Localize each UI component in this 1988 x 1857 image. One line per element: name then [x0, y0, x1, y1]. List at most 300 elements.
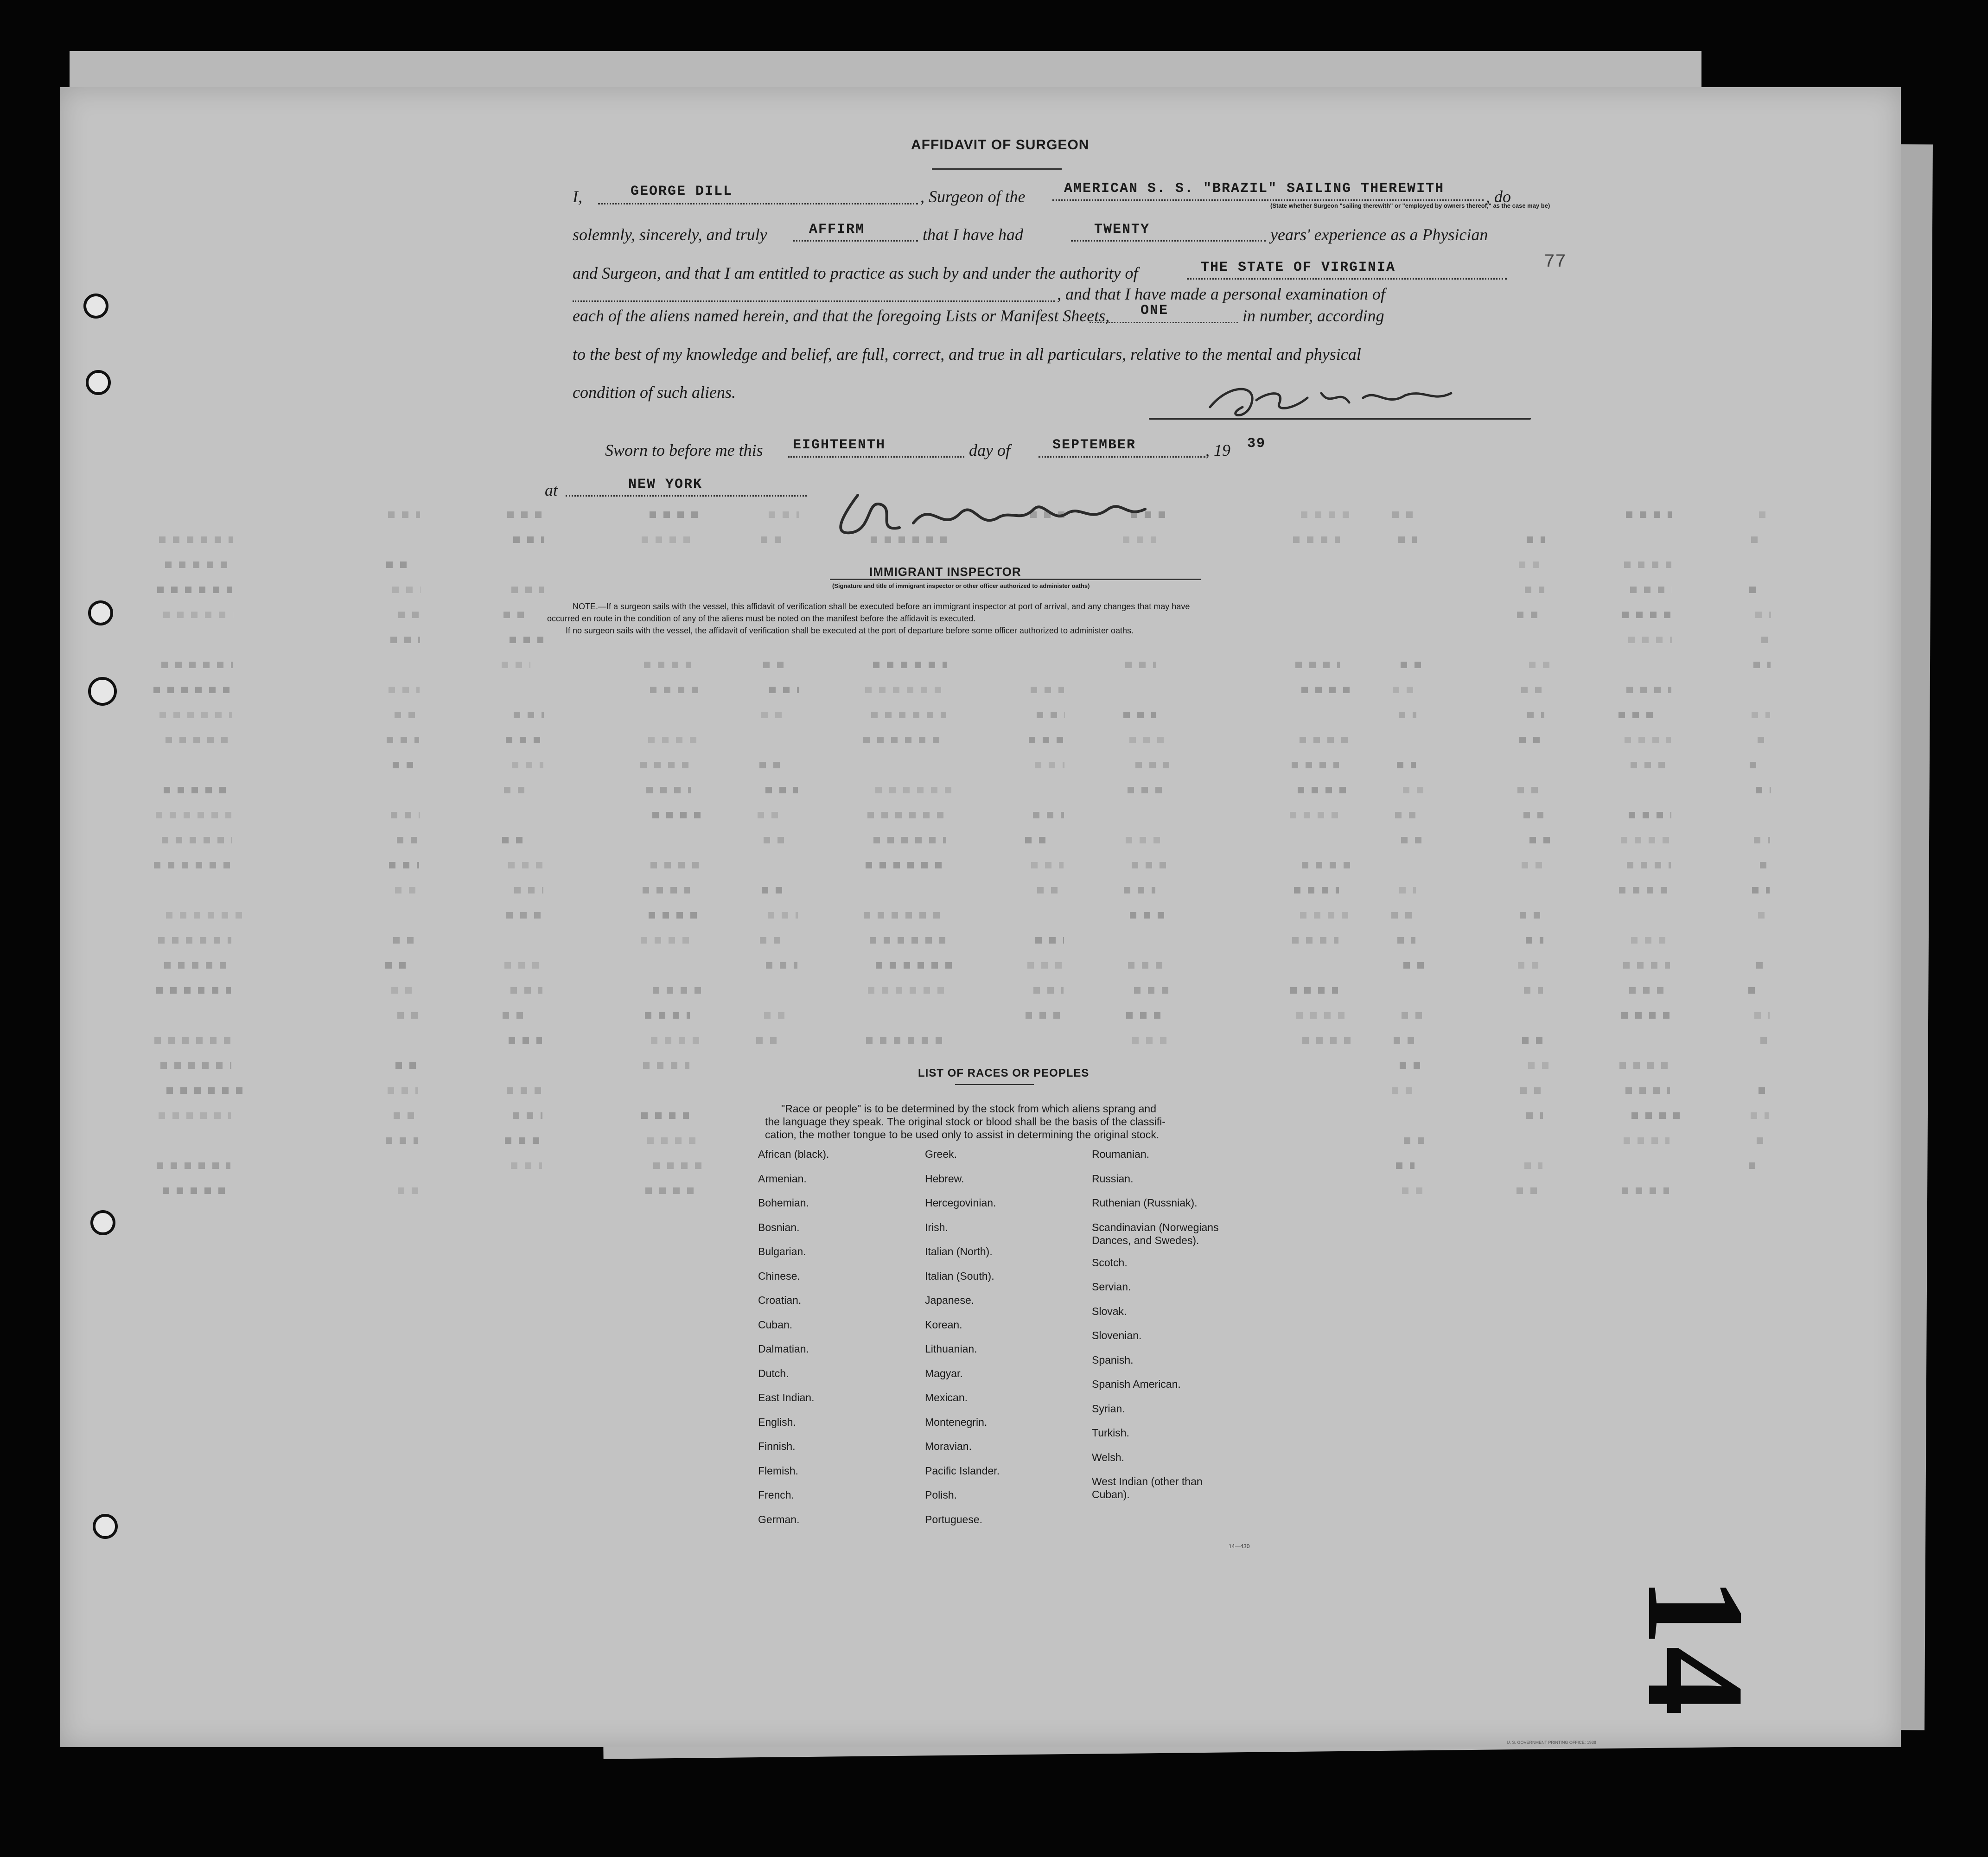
bleed-through-mark — [1520, 1087, 1542, 1094]
bleed-through-mark — [1527, 712, 1544, 718]
bleed-through-mark — [1128, 962, 1167, 969]
sworn-month-line — [1039, 456, 1205, 458]
bleed-through-mark — [1393, 687, 1415, 693]
bleed-through-mark — [1135, 762, 1169, 768]
bleed-through-mark — [514, 712, 544, 718]
bleed-through-mark — [398, 612, 421, 618]
bleed-through-mark — [1397, 762, 1416, 768]
sheet-count: ONE — [1141, 303, 1169, 319]
sworn-year-prefix: , 19 — [1205, 441, 1230, 459]
bleed-through-mark — [641, 937, 689, 944]
race-item: Welsh. — [1092, 1451, 1124, 1463]
bleed-through-mark — [502, 662, 530, 668]
bleed-through-mark — [1035, 762, 1064, 768]
race-item: Mexican. — [925, 1391, 968, 1404]
binder-hole — [86, 370, 111, 395]
bleed-through-mark — [1029, 737, 1064, 743]
bleed-through-mark — [1516, 1187, 1541, 1194]
bleed-through-mark — [1295, 662, 1340, 668]
bleed-through-mark — [158, 937, 231, 944]
bleed-through-mark — [1398, 536, 1417, 543]
margin-number: 77 — [1544, 252, 1567, 273]
bleed-through-mark — [761, 536, 786, 543]
line2-mid: that I have had — [923, 225, 1023, 244]
bleed-through-mark — [649, 912, 702, 919]
bleed-through-mark — [642, 536, 691, 543]
bleed-through-mark — [156, 987, 231, 994]
bleed-through-mark — [640, 762, 690, 768]
race-item: Montenegrin. — [925, 1416, 988, 1428]
authority-continuation-line — [573, 300, 1055, 302]
bleed-through-mark — [1748, 987, 1757, 994]
bleed-through-mark — [513, 536, 544, 543]
bleed-through-mark — [507, 1087, 542, 1094]
bleed-through-mark — [1523, 812, 1543, 818]
bleed-through-mark — [1037, 712, 1065, 718]
bleed-through-mark — [1031, 687, 1064, 693]
bleed-through-mark — [868, 987, 945, 994]
bleed-through-mark — [395, 712, 421, 718]
line2-prefix: solemnly, sincerely, and truly — [573, 225, 767, 244]
bleed-through-mark — [390, 637, 420, 643]
note-line-2: occurred en route in the condition of any of the aliens must be noted on the manifest before the affidavit is executed. — [547, 614, 976, 623]
bleed-through-mark — [165, 562, 234, 568]
bleed-through-mark — [1761, 637, 1772, 643]
race-item: Bulgarian. — [758, 1245, 806, 1257]
bleed-through-mark — [510, 637, 543, 643]
race-item: Greek. — [925, 1148, 957, 1160]
bleed-through-mark — [1292, 762, 1339, 768]
bleed-through-mark — [161, 662, 233, 668]
bleed-through-mark — [1520, 912, 1542, 919]
race-item: Scotch. — [1092, 1256, 1128, 1269]
oath-type-line — [793, 240, 918, 242]
bleed-through-mark — [1292, 937, 1338, 944]
bleed-through-mark — [391, 987, 419, 994]
binder-hole — [88, 600, 113, 625]
bleed-through-mark — [1301, 511, 1353, 518]
surgeon-name-line — [598, 203, 918, 204]
bleed-through-mark — [1403, 787, 1428, 793]
race-item: Flemish. — [758, 1464, 798, 1477]
race-item: Finnish. — [758, 1440, 796, 1452]
bleed-through-mark — [162, 837, 232, 843]
bleed-through-mark — [1129, 737, 1168, 743]
bleed-through-mark — [1300, 737, 1352, 743]
race-item: Irish. — [925, 1221, 948, 1233]
bleed-through-mark — [389, 862, 419, 868]
bleed-through-mark — [1755, 612, 1771, 618]
affidavit-title: AFFIDAVIT OF SURGEON — [911, 137, 1090, 153]
bleed-through-mark — [1300, 912, 1351, 919]
bleed-through-mark — [1750, 762, 1758, 768]
bleed-through-mark — [1629, 987, 1671, 994]
bleed-through-mark — [765, 787, 798, 793]
bleed-through-mark — [1402, 1012, 1427, 1019]
race-item: Lithuanian. — [925, 1343, 977, 1355]
bleed-through-mark — [1754, 1012, 1770, 1019]
inspector-line — [830, 579, 1201, 580]
bleed-through-mark — [1519, 737, 1543, 743]
bleed-through-mark — [1522, 862, 1543, 868]
line7-text: condition of such aliens. — [573, 383, 736, 402]
vessel-name: AMERICAN S. S. "BRAZIL" SAILING THEREWITH — [1064, 181, 1445, 197]
bleed-through-mark — [506, 737, 542, 743]
bleed-through-mark — [1624, 1137, 1669, 1144]
bleed-through-mark — [1756, 962, 1770, 969]
bleed-through-mark — [1031, 862, 1064, 868]
bleed-through-mark — [1527, 536, 1545, 543]
bleed-through-mark — [1522, 1037, 1542, 1044]
race-item: Russian. — [1092, 1172, 1134, 1185]
bleed-through-mark — [505, 1137, 541, 1144]
race-item: Servian. — [1092, 1281, 1131, 1293]
bleed-through-mark — [650, 687, 703, 693]
bleed-through-mark — [1526, 937, 1543, 944]
bleed-through-mark — [154, 1037, 230, 1044]
bleed-through-mark — [764, 837, 786, 843]
bleed-through-mark — [766, 962, 797, 969]
bleed-through-mark — [1521, 687, 1543, 693]
inspector-title: IMMIGRANT INSPECTOR — [869, 565, 1021, 579]
bleed-through-mark — [650, 862, 703, 868]
bleed-through-mark — [389, 687, 420, 693]
bleed-through-mark — [1622, 1187, 1669, 1194]
bleed-through-mark — [1296, 1012, 1351, 1019]
race-item: Italian (North). — [925, 1245, 993, 1257]
bleed-through-mark — [1624, 562, 1671, 568]
bleed-through-mark — [871, 536, 947, 543]
bleed-through-mark — [876, 962, 958, 969]
race-item: Cuban). — [1092, 1488, 1130, 1500]
bleed-through-mark — [1630, 587, 1672, 593]
bleed-through-mark — [759, 762, 785, 768]
race-item: Armenian. — [758, 1172, 807, 1185]
race-item: East Indian. — [758, 1391, 815, 1404]
bleed-through-mark — [1757, 1137, 1770, 1144]
bleed-through-mark — [870, 937, 945, 944]
bleed-through-mark — [386, 562, 408, 568]
bleed-through-mark — [1518, 962, 1542, 969]
bleed-through-mark — [163, 1187, 231, 1194]
bleed-through-mark — [512, 762, 543, 768]
race-item: Dalmatian. — [758, 1343, 809, 1355]
bleed-through-mark — [1524, 1162, 1542, 1169]
bleed-through-mark — [1395, 812, 1415, 818]
bleed-through-mark — [647, 1137, 701, 1144]
bleed-through-mark — [1618, 712, 1658, 718]
bleed-through-mark — [1751, 536, 1759, 543]
bleed-through-mark — [873, 662, 947, 668]
bleed-through-mark — [1529, 662, 1556, 668]
bleed-through-mark — [1027, 962, 1063, 969]
bleed-through-mark — [1131, 511, 1169, 518]
race-item: Slovenian. — [1092, 1329, 1142, 1341]
bleed-through-mark — [393, 762, 420, 768]
bleed-through-mark — [1298, 787, 1351, 793]
bleed-through-mark — [1401, 837, 1428, 843]
oath-type: AFFIRM — [809, 222, 865, 237]
bleed-through-mark — [394, 1112, 419, 1119]
bleed-through-mark — [504, 962, 542, 969]
bleed-through-mark — [1399, 887, 1416, 893]
bleed-through-mark — [164, 787, 233, 793]
bleed-through-mark — [392, 587, 421, 593]
bleed-through-mark — [1752, 712, 1770, 718]
bleed-through-mark — [1392, 1087, 1414, 1094]
bleed-through-mark — [1759, 511, 1772, 518]
bleed-through-mark — [1524, 987, 1543, 994]
bleed-through-mark — [154, 862, 231, 868]
binder-hole — [90, 1210, 115, 1235]
bleed-through-mark — [1629, 812, 1671, 818]
bleed-through-mark — [1302, 1037, 1351, 1044]
race-item: Bosnian. — [758, 1221, 800, 1233]
race-item: Chinese. — [758, 1270, 800, 1282]
bleed-through-mark — [164, 962, 232, 969]
bleed-through-mark — [1749, 587, 1759, 593]
bleed-through-mark — [387, 737, 419, 743]
bleed-through-mark — [509, 1037, 542, 1044]
bleed-through-mark — [1756, 787, 1771, 793]
bleed-through-mark — [1622, 612, 1671, 618]
bleed-through-mark — [1627, 862, 1671, 868]
bleed-through-mark — [1392, 511, 1416, 518]
races-intro-1: "Race or people" is to be determined by the stock from which aliens sprang and — [781, 1103, 1156, 1115]
bleed-through-mark — [763, 662, 786, 668]
race-item: Slovak. — [1092, 1305, 1127, 1317]
bleed-through-mark — [863, 737, 945, 743]
license-authority: THE STATE OF VIRGINIA — [1201, 260, 1396, 275]
bleed-through-mark — [503, 1012, 529, 1019]
bleed-through-mark — [761, 712, 786, 718]
bleed-through-mark — [1123, 712, 1156, 718]
note-line-1: NOTE.—If a surgeon sails with the vessel, this affidavit of verification shall be executed before an immigrant inspector at port of arrival, and any changes that may have — [573, 602, 1190, 611]
bleed-through-mark — [1628, 637, 1672, 643]
bleed-through-mark — [160, 1062, 231, 1069]
authority-line — [1187, 278, 1507, 280]
bleed-through-mark — [651, 1037, 702, 1044]
bleed-through-mark — [393, 937, 420, 944]
races-title-underline — [955, 1084, 1034, 1085]
bleed-through-mark — [1026, 1012, 1062, 1019]
bleed-through-mark — [508, 862, 542, 868]
race-item: West Indian (other than — [1092, 1475, 1203, 1487]
bleed-through-mark — [1760, 862, 1771, 868]
races-title: LIST OF RACES OR PEOPLES — [918, 1067, 1090, 1079]
bleed-through-mark — [398, 1187, 420, 1194]
bleed-through-mark — [1033, 987, 1064, 994]
bleed-through-mark — [1290, 812, 1338, 818]
bleed-through-mark — [157, 587, 232, 593]
vessel-hint: (State whether Surgeon "sailing therewith" or "employed by owners thereof," as the case may be) — [1270, 202, 1550, 209]
sworn-day-line — [788, 456, 964, 458]
line5-prefix: each of the aliens named herein, and that the foregoing Lists or Manifest Sheets, — [573, 306, 1110, 325]
bleed-through-mark — [511, 1162, 542, 1169]
bleed-through-mark — [769, 687, 799, 693]
line3-prefix: and Surgeon, and that I am entitled to practice as such by and under the authority of — [573, 264, 1138, 282]
bleed-through-mark — [159, 1112, 231, 1119]
line1-mid: , Surgeon of the — [920, 187, 1026, 206]
bleed-through-mark — [388, 1087, 418, 1094]
binder-hole — [88, 677, 117, 706]
bleed-through-mark — [1529, 837, 1556, 843]
bleed-through-mark — [1126, 837, 1167, 843]
race-item: German. — [758, 1513, 800, 1525]
race-item: Bohemian. — [758, 1197, 809, 1209]
bleed-through-mark — [1621, 837, 1670, 843]
bleed-through-mark — [1753, 662, 1771, 668]
bleed-through-mark — [395, 1062, 420, 1069]
race-item: Italian (South). — [925, 1270, 994, 1282]
race-item: Spanish American. — [1092, 1378, 1181, 1390]
race-item: Hercegovinian. — [925, 1197, 996, 1209]
sworn-day: EIGHTEENTH — [793, 437, 886, 453]
note-line-3: If no surgeon sails with the vessel, the affidavit of verification shall be executed at the port of departure before some officer authorized to administer oaths. — [566, 626, 1134, 635]
bleed-through-mark — [768, 912, 798, 919]
vessel-line — [1052, 199, 1484, 201]
inspector-hint: (Signature and title of immigrant inspector or other officer authorized to administer oaths) — [832, 582, 1090, 589]
bleed-through-mark — [1752, 887, 1770, 893]
bleed-through-mark — [386, 1137, 418, 1144]
bleed-through-mark — [397, 837, 421, 843]
bleed-through-mark — [1396, 1162, 1415, 1169]
race-item: African (black). — [758, 1148, 829, 1160]
bleed-through-mark — [1525, 587, 1544, 593]
page-number: 14 — [1619, 1576, 1773, 1716]
binder-hole — [93, 1514, 118, 1539]
race-item: Moravian. — [925, 1440, 972, 1452]
line5-end: in number, according — [1242, 306, 1384, 325]
bleed-through-mark — [1758, 737, 1771, 743]
bleed-through-mark — [504, 787, 530, 793]
title-underline — [932, 168, 1062, 170]
race-item: Japanese. — [925, 1294, 975, 1306]
bleed-through-mark — [385, 962, 407, 969]
bleed-through-mark — [756, 1037, 784, 1044]
bleed-through-mark — [1400, 1062, 1427, 1069]
bleed-through-mark — [653, 1162, 702, 1169]
bleed-through-mark — [1134, 987, 1168, 994]
bleed-through-mark — [395, 887, 420, 893]
bleed-through-mark — [1037, 887, 1064, 893]
bleed-through-mark — [1749, 1162, 1757, 1169]
race-item: Roumanian. — [1092, 1148, 1150, 1160]
sheet-count-line — [1090, 322, 1238, 323]
bleed-through-mark — [510, 987, 542, 994]
at-place-line — [566, 495, 807, 497]
bleed-through-mark — [871, 712, 946, 718]
bleed-through-mark — [1394, 1037, 1415, 1044]
races-column-1 — [758, 1148, 829, 1538]
bleed-through-mark — [1033, 812, 1064, 818]
bleed-through-mark — [1293, 536, 1340, 543]
bleed-through-mark — [1631, 762, 1672, 768]
bleed-through-mark — [163, 612, 233, 618]
bleed-through-mark — [1626, 511, 1672, 518]
line4-text: , and that I have made a personal examination of — [1057, 285, 1385, 303]
bleed-through-mark — [875, 787, 958, 793]
race-item: Turkish. — [1092, 1427, 1129, 1439]
bleed-through-mark — [1621, 1012, 1669, 1019]
sworn-year: 39 — [1247, 436, 1266, 452]
bleed-through-mark — [1301, 687, 1352, 693]
bleed-through-mark — [1123, 536, 1156, 543]
bleed-through-mark — [873, 837, 946, 843]
bleed-through-mark — [1125, 662, 1156, 668]
race-item: Scandinavian (Norwegians — [1092, 1221, 1219, 1233]
bleed-through-mark — [643, 887, 690, 893]
races-intro-2: the language they speak. The original stock or blood shall be the basis of the classifi- — [765, 1116, 1166, 1128]
bleed-through-mark — [1517, 612, 1543, 618]
race-item: English. — [758, 1416, 796, 1428]
bleed-through-mark — [644, 662, 691, 668]
race-item: Syrian. — [1092, 1402, 1125, 1415]
race-item: Dutch. — [758, 1367, 789, 1379]
bleed-through-mark — [159, 712, 232, 718]
years-experience: TWENTY — [1094, 222, 1150, 237]
bleed-through-mark — [1030, 511, 1064, 518]
line6-text: to the best of my knowledge and belief, are full, correct, and true in all particulars, relative to the mental and physical — [573, 345, 1361, 364]
binder-hole — [83, 294, 108, 319]
bleed-through-mark — [1631, 1112, 1682, 1119]
bleed-through-mark — [1619, 887, 1669, 893]
bleed-through-mark — [1526, 1112, 1543, 1119]
bleed-through-mark — [391, 812, 420, 818]
line1-end: , do — [1486, 187, 1511, 206]
bleed-through-mark — [1126, 1012, 1167, 1019]
form-number: 14—430 — [1229, 1543, 1250, 1550]
bleed-through-mark — [1759, 1087, 1770, 1094]
surgeon-signature — [1145, 375, 1535, 430]
bleed-through-mark — [1402, 1187, 1427, 1194]
bleed-through-mark — [645, 1187, 701, 1194]
bleed-through-mark — [652, 812, 703, 818]
race-item: Croatian. — [758, 1294, 802, 1306]
race-item: Portuguese. — [925, 1513, 983, 1525]
bleed-through-mark — [758, 812, 785, 818]
race-item: Hebrew. — [925, 1172, 964, 1185]
bleed-through-mark — [1758, 912, 1771, 919]
bleed-through-mark — [645, 1012, 690, 1019]
bleed-through-mark — [1623, 962, 1670, 969]
bleed-through-mark — [166, 912, 244, 919]
bleed-through-mark — [650, 511, 704, 518]
race-item: Cuban. — [758, 1318, 793, 1331]
bleed-through-mark — [514, 887, 543, 893]
bleed-through-mark — [762, 887, 785, 893]
sworn-mid: day of — [969, 441, 1010, 459]
bleed-through-mark — [1397, 937, 1415, 944]
sworn-month: SEPTEMBER — [1052, 437, 1136, 453]
bleed-through-mark — [503, 612, 531, 618]
bleed-through-mark — [1625, 1087, 1670, 1094]
bleed-through-mark — [1302, 862, 1352, 868]
bleed-through-mark — [764, 1012, 785, 1019]
bleed-through-mark — [1631, 937, 1671, 944]
bleed-through-mark — [866, 862, 945, 868]
bleed-through-mark — [513, 1112, 542, 1119]
races-column-3 — [1092, 1148, 1219, 1507]
bleed-through-mark — [646, 787, 691, 793]
printing-office-imprint: U. S. GOVERNMENT PRINTING OFFICE: 1938 — [1507, 1740, 1596, 1745]
bleed-through-mark — [1754, 837, 1770, 843]
bleed-through-mark — [1625, 737, 1671, 743]
bleed-through-mark — [1528, 1062, 1555, 1069]
manifest-page — [60, 87, 1901, 1747]
bleed-through-mark — [1025, 837, 1051, 843]
bleed-through-mark — [641, 1112, 689, 1119]
